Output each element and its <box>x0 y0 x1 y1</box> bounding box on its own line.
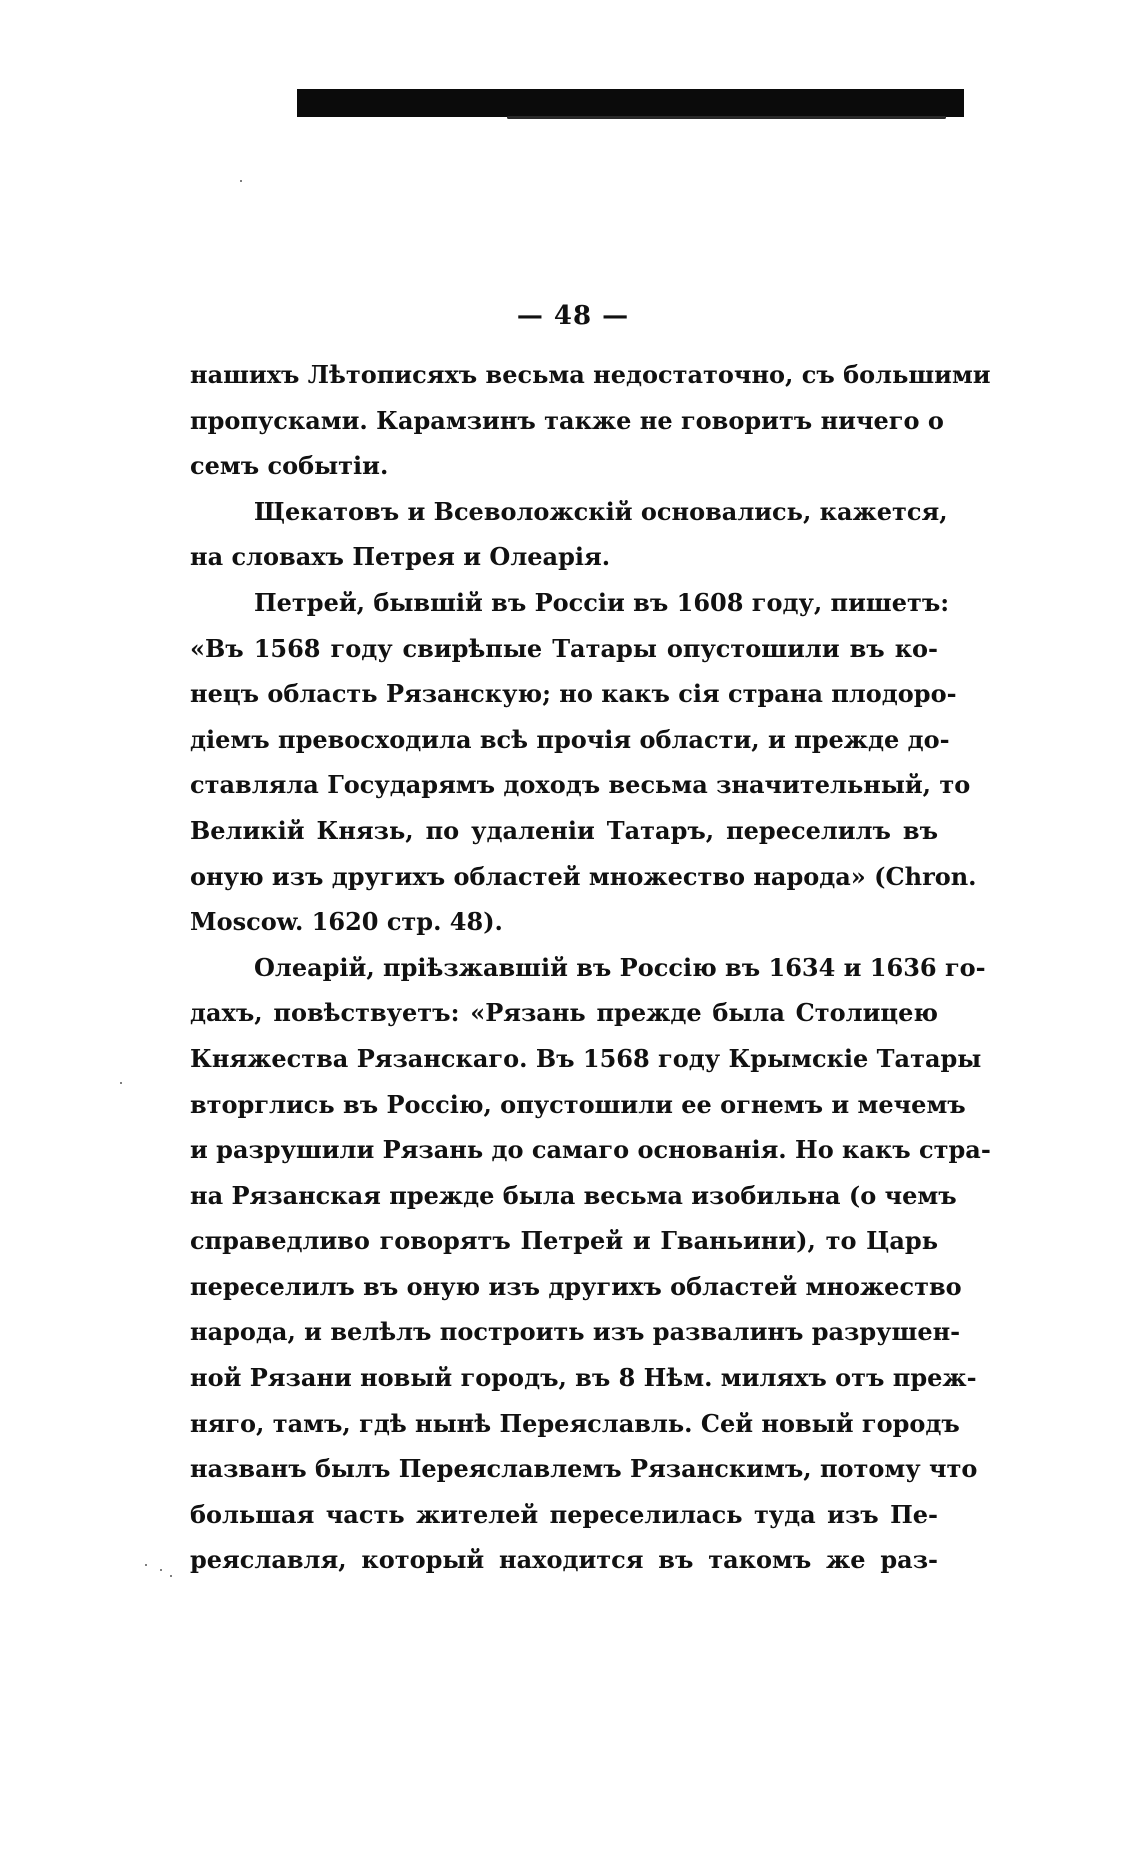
text-line: справедливо говорятъ Петрей и Гваньини), то Царь <box>190 1226 938 1256</box>
text-line: на Рязанская прежде была весьма изобильна (о чемъ <box>190 1180 957 1210</box>
text-line: нецъ область Рязанскую; но какъ сія страна плодоро- <box>190 679 957 709</box>
paragraph <box>190 489 948 580</box>
text-line: пропусками. Карамзинъ также не говоритъ ничего о <box>190 405 944 435</box>
text-line: Княжества Рязанскаго. Въ 1568 году Крымскіе Татары <box>190 1043 982 1073</box>
text-line: Петрей, бывшій въ Россіи въ 1608 году, пишетъ: <box>254 587 950 617</box>
text-line: оную изъ другихъ областей множество народа» (Chron. <box>190 861 977 891</box>
text-line: Олеарій, пріѣзжавшій въ Россію въ 1634 и 1636 го- <box>254 952 986 982</box>
text-line: дахъ, повѣствуетъ: «Рязань прежде была Столицею <box>190 998 938 1028</box>
text-line: «Въ 1568 году свирѣпые Татары опустошили въ ко- <box>190 633 938 663</box>
text-line: діемъ превосходила всѣ прочія области, и прежде до- <box>190 724 950 754</box>
paragraph <box>190 580 977 945</box>
text-line: Щекатовъ и Всеволожскій основались, кажется, <box>254 496 948 526</box>
text-line: реяславля, который находится въ такомъ же раз- <box>190 1545 938 1575</box>
speck <box>240 180 242 182</box>
text-line: названъ былъ Переяславлемъ Рязанскимъ, потому что <box>190 1454 978 1484</box>
text-line: вторглись въ Россію, опустошили ее огнемъ и мечемъ <box>190 1089 966 1119</box>
paragraph <box>190 352 991 489</box>
text-line: ставляла Государямъ доходъ весьма значительный, то <box>190 770 971 800</box>
text-line: семъ событіи. <box>190 451 389 481</box>
paragraph <box>190 945 991 1583</box>
header-bar <box>297 89 964 117</box>
text-line: ной Рязани новый городъ, въ 8 Нѣм. миляхъ отъ преж- <box>190 1363 977 1393</box>
speck <box>120 1082 122 1084</box>
speck <box>145 1564 147 1566</box>
speck <box>160 1569 162 1571</box>
text-line: большая часть жителей переселилась туда изъ Пе- <box>190 1499 938 1529</box>
body-text <box>190 352 991 1583</box>
page-number: — 48 — <box>516 301 630 331</box>
text-line: народа, и велѣлъ построить изъ развалинъ разрушен- <box>190 1317 961 1347</box>
text-line: няго, тамъ, гдѣ нынѣ Переяславль. Сей новый городъ <box>190 1408 960 1438</box>
text-line: Великій Князь, по удаленіи Татаръ, переселилъ въ <box>190 815 938 845</box>
text-line: переселилъ въ оную изъ другихъ областей множество <box>190 1271 962 1301</box>
speck <box>170 1575 172 1577</box>
text-line: и разрушили Рязань до самаго основанія. Но какъ стра- <box>190 1135 991 1165</box>
text-line: Moscow. 1620 стр. 48). <box>190 907 503 937</box>
text-line: на словахъ Петрея и Олеарія. <box>190 542 611 572</box>
text-line: нашихъ Лѣтописяхъ весьма недостаточно, съ большими <box>190 360 991 389</box>
